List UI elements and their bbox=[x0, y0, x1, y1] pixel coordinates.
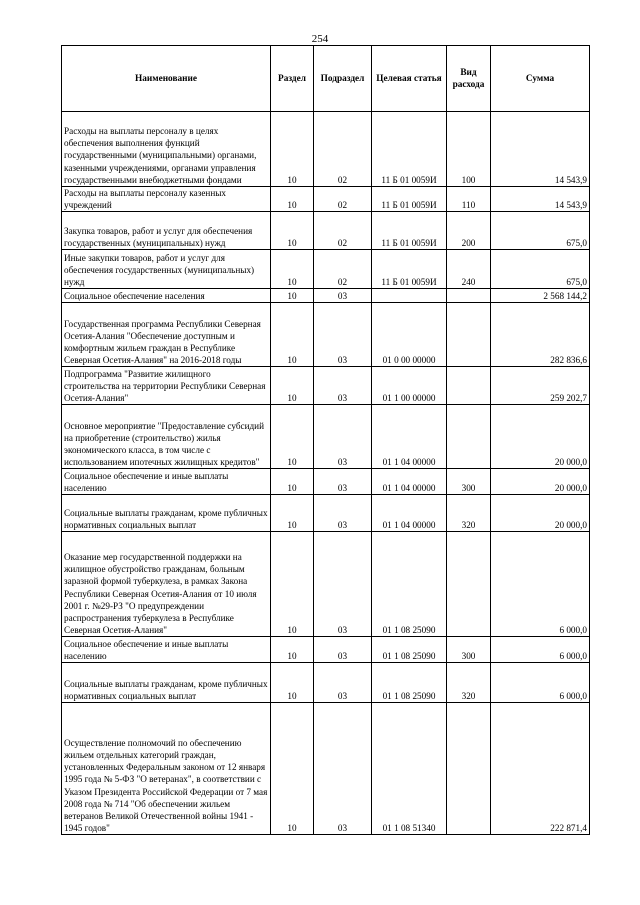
row-vid: 320 bbox=[447, 495, 491, 532]
row-podrazdel: 03 bbox=[314, 495, 372, 532]
row-vid: 240 bbox=[447, 250, 491, 289]
row-statya: 01 0 00 00000 bbox=[372, 303, 447, 367]
row-statya bbox=[372, 289, 447, 303]
column-header-podrazdel: Подраздел bbox=[314, 46, 372, 112]
row-razdel: 10 bbox=[271, 289, 314, 303]
row-summa: 222 871,4 bbox=[491, 703, 590, 835]
row-summa: 14 543,9 bbox=[491, 187, 590, 212]
table-row bbox=[62, 303, 590, 367]
table-row bbox=[62, 250, 590, 289]
row-vid: 320 bbox=[447, 663, 491, 703]
row-summa: 6 000,0 bbox=[491, 532, 590, 637]
table-row bbox=[62, 367, 590, 405]
row-name: Закупка товаров, работ и услуг для обеспечения государственных (муниципальных) нужд bbox=[62, 212, 271, 250]
row-summa: 2 568 144,2 bbox=[491, 289, 590, 303]
row-podrazdel: 03 bbox=[314, 532, 372, 637]
row-statya: 01 1 08 25090 bbox=[372, 663, 447, 703]
row-podrazdel: 03 bbox=[314, 469, 372, 495]
row-summa: 20 000,0 bbox=[491, 495, 590, 532]
row-podrazdel: 02 bbox=[314, 112, 372, 187]
table-row bbox=[62, 289, 590, 303]
table-row bbox=[62, 663, 590, 703]
row-razdel: 10 bbox=[271, 367, 314, 405]
row-podrazdel: 02 bbox=[314, 212, 372, 250]
row-vid: 300 bbox=[447, 637, 491, 663]
row-podrazdel: 03 bbox=[314, 405, 372, 469]
row-name: Подпрограмма "Развитие жилищного строительства на территории Республики Северная Осетия-Алания" bbox=[62, 367, 271, 405]
row-podrazdel: 02 bbox=[314, 187, 372, 212]
row-razdel: 10 bbox=[271, 112, 314, 187]
row-statya: 01 1 08 51340 bbox=[372, 703, 447, 835]
row-razdel: 10 bbox=[271, 303, 314, 367]
row-name: Расходы на выплаты персоналу в целях обеспечения выполнения функций государственными (муниципальными) органами, казенными учреждениями, органами управления государственными внебюджетными фондами bbox=[62, 112, 271, 187]
row-statya: 11 Б 01 0059И bbox=[372, 187, 447, 212]
row-name: Расходы на выплаты персоналу казенных учреждений bbox=[62, 187, 271, 212]
row-vid: 100 bbox=[447, 112, 491, 187]
row-statya: 11 Б 01 0059И bbox=[372, 250, 447, 289]
row-name: Социальные выплаты гражданам, кроме публичных нормативных социальных выплат bbox=[62, 663, 271, 703]
row-name: Социальное обеспечение и иные выплаты населению bbox=[62, 637, 271, 663]
row-summa: 20 000,0 bbox=[491, 469, 590, 495]
row-razdel: 10 bbox=[271, 703, 314, 835]
column-header-vid: Вид расхода bbox=[447, 46, 491, 112]
row-razdel: 10 bbox=[271, 187, 314, 212]
row-statya: 11 Б 01 0059И bbox=[372, 112, 447, 187]
row-statya: 01 1 08 25090 bbox=[372, 637, 447, 663]
row-summa: 259 202,7 bbox=[491, 367, 590, 405]
row-podrazdel: 03 bbox=[314, 367, 372, 405]
row-summa: 20 000,0 bbox=[491, 405, 590, 469]
row-statya: 01 1 04 00000 bbox=[372, 495, 447, 532]
row-summa: 6 000,0 bbox=[491, 663, 590, 703]
row-summa: 282 836,6 bbox=[491, 303, 590, 367]
table-row bbox=[62, 405, 590, 469]
row-vid bbox=[447, 289, 491, 303]
row-name: Социальное обеспечение и иные выплаты населению bbox=[62, 469, 271, 495]
row-razdel: 10 bbox=[271, 495, 314, 532]
row-razdel: 10 bbox=[271, 637, 314, 663]
row-podrazdel: 03 bbox=[314, 703, 372, 835]
row-name: Иные закупки товаров, работ и услуг для обеспечения государственных (муниципальных) нужд bbox=[62, 250, 271, 289]
table-header-row bbox=[62, 46, 590, 112]
table-row bbox=[62, 112, 590, 187]
row-podrazdel: 02 bbox=[314, 250, 372, 289]
row-vid bbox=[447, 303, 491, 367]
row-name: Социальные выплаты гражданам, кроме публичных нормативных социальных выплат bbox=[62, 495, 271, 532]
row-podrazdel: 03 bbox=[314, 663, 372, 703]
table-row bbox=[62, 187, 590, 212]
table-row bbox=[62, 637, 590, 663]
row-statya: 01 1 04 00000 bbox=[372, 405, 447, 469]
row-podrazdel: 03 bbox=[314, 637, 372, 663]
row-vid bbox=[447, 703, 491, 835]
row-razdel: 10 bbox=[271, 663, 314, 703]
row-razdel: 10 bbox=[271, 405, 314, 469]
row-vid: 300 bbox=[447, 469, 491, 495]
page-number: 254 bbox=[311, 33, 329, 45]
row-podrazdel: 03 bbox=[314, 289, 372, 303]
row-summa: 14 543,9 bbox=[491, 112, 590, 187]
table-row bbox=[62, 469, 590, 495]
column-header-razdel: Раздел bbox=[271, 46, 314, 112]
table-row bbox=[62, 495, 590, 532]
row-vid bbox=[447, 532, 491, 637]
table-row bbox=[62, 212, 590, 250]
row-podrazdel: 03 bbox=[314, 303, 372, 367]
row-razdel: 10 bbox=[271, 250, 314, 289]
row-name: Основное мероприятие "Предоставление субсидий на приобретение (строительство) жилья экономического класса, в том числе с использованием ипотечных жилищных кредитов" bbox=[62, 405, 271, 469]
row-vid: 110 bbox=[447, 187, 491, 212]
column-header-summa: Сумма bbox=[491, 46, 590, 112]
row-summa: 675,0 bbox=[491, 212, 590, 250]
row-statya: 11 Б 01 0059И bbox=[372, 212, 447, 250]
row-razdel: 10 bbox=[271, 212, 314, 250]
row-vid: 200 bbox=[447, 212, 491, 250]
row-name: Государственная программа Республики Северная Осетия-Алания "Обеспечение доступным и комфортным жильем граждан в Республике Северная Осетия-Алания" на 2016-2018 годы bbox=[62, 303, 271, 367]
row-razdel: 10 bbox=[271, 532, 314, 637]
row-vid bbox=[447, 367, 491, 405]
column-header-statya: Целевая статья bbox=[372, 46, 447, 112]
row-name: Осуществление полномочий по обеспечению жильем отдельных категорий граждан, установленных Федеральным законом от 12 января 1995 года № 5-ФЗ "О ветеранах", в соответствии с Указом Президента Российской Федерации от 7 мая 2008 года № 714 "Об обеспечении жильем ветеранов Великой Отечественной войны 1941 - 1945 годов" bbox=[62, 703, 271, 835]
row-name: Социальное обеспечение населения bbox=[62, 289, 271, 303]
row-summa: 6 000,0 bbox=[491, 637, 590, 663]
table-row bbox=[62, 532, 590, 637]
row-statya: 01 1 00 00000 bbox=[372, 367, 447, 405]
table-row bbox=[62, 703, 590, 835]
budget-table bbox=[61, 45, 590, 835]
row-razdel: 10 bbox=[271, 469, 314, 495]
row-statya: 01 1 04 00000 bbox=[372, 469, 447, 495]
row-vid bbox=[447, 405, 491, 469]
column-header-name: Наименование bbox=[62, 46, 271, 112]
row-name: Оказание мер государственной поддержки на жилищное обустройство гражданам, больным заразной формой туберкулеза, в рамках Закона Республики Северная Осетия-Алания от 10 июля 2001 г. №29-РЗ "О предупреждении распространения туберкулеза в Республике Северная Осетия-Алания" bbox=[62, 532, 271, 637]
row-summa: 675,0 bbox=[491, 250, 590, 289]
row-statya: 01 1 08 25090 bbox=[372, 532, 447, 637]
